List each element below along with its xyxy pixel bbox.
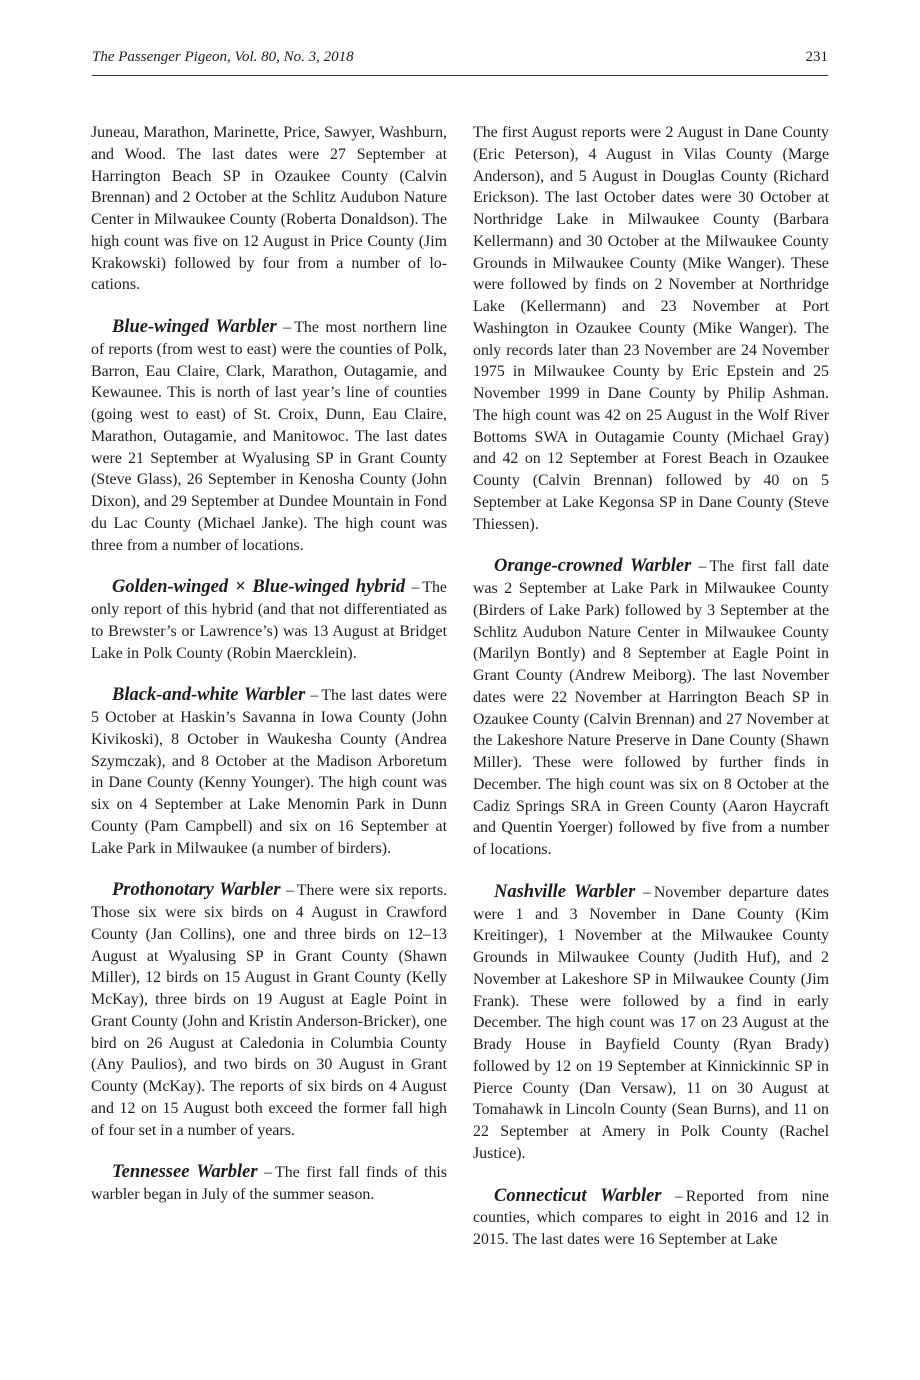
species-account-golden-blue-hybrid — [91, 577, 447, 664]
species-name: Prothonotary Warbler — [112, 880, 281, 901]
paragraph-text: The first August reports were 2 August in Dane County (Eric Peterson), 4 August in Vilas County (Marge Anderson), and 5 August in Douglas County (Richard Erickson). The last October dates were 30 October at Northridge Lake in Milwaukee County (Barbara Kellermann) and 30 October at the Milwaukee County Grounds in Milwaukee County (Mike Wanger). These were followed by finds on 2 November at Northridge Lake (Kellermann) and 23 November at Port Washington in Ozaukee County (Mike Wanger). The only records later than 23 November are 24 November 1975 in Milwaukee County by Eric Epstein and 25 November 1999 in Dane County by Philip Ashman. The high count was 42 on 25 August in the Wolf River Bottoms SWA in Outagamie County (Michael Gray) and 42 on 12 September at Forest Beach in Ozaukee County (Calvin Brennan) followed by 40 on 5 September at Lake Kegonsa SP in Dane County (Steve Thiessen). — [473, 124, 829, 533]
paragraph-text: Reported from nine counties, which compares to eight in 2016 and 12 in 2015. The last dates were 16 September at Lake — [473, 1187, 829, 1248]
continued-paragraph — [91, 122, 447, 296]
species-dash: – — [310, 687, 319, 705]
species-dash: – — [411, 579, 420, 597]
page-number: 231 — [805, 49, 828, 65]
species-name: Tennessee Warbler — [112, 1162, 258, 1183]
species-dash: – — [674, 1187, 683, 1205]
species-account-blue-winged-warbler — [91, 317, 447, 556]
species-dash: – — [283, 319, 292, 336]
species-name: Black-and-white Warbler — [112, 685, 306, 706]
species-name: Orange-crowned Warbler — [494, 556, 692, 577]
species-account-nashville-warbler — [473, 882, 829, 1165]
species-name: Golden-winged × Blue-winged hybrid — [112, 577, 406, 598]
species-name: Blue-winged Warbler — [112, 317, 277, 337]
paragraph-text: The first fall finds of this warbler began in July of the summer season. — [91, 1164, 447, 1203]
species-account-connecticut-warbler — [473, 1186, 829, 1251]
paragraph-text: November departure dates were 1 and 3 November in Dane County (Kim Kreitinger), 1 November at the Milwaukee County Grounds in Milwaukee County (Judith Huf), and 2 November at Lakeshore SP in Milwaukee County (Jim Frank). These were followed by a find in early December. The high count was 17 on 23 August at the Brady House in Bayfield County (Ryan Brady) followed by 12 on 19 September at Kinnickinnic SP in Pierce County (Dan Versaw), 11 on 30 August at Tomahawk in Lincoln County (Sean Burns), and 11 on 22 September at Amery in Polk County (Rachel Justice). — [473, 883, 829, 1162]
species-account-prothonotary-warbler — [91, 880, 447, 1141]
paragraph-text: The only report of this hybrid (and that not differentiated as to Brewster’s or Lawrence’s) was 13 August at Bridget Lake in Polk County (Robin Maercklein). — [91, 579, 447, 662]
paragraph-text: The last dates were 5 October at Haskin’s Savanna in Iowa County (John Kivikoski), 8 October in Waukesha County (Andrea Szymczak), and 8 October at the Madison Arboretum in Dane County (Kenny Younger). The high count was six on 4 September at Lake Menomin Park in Dunn County (Pam Campbell) and six on 16 September at Lake Park in Milwaukee (a number of birders). — [91, 687, 447, 857]
paragraph-text: The most northern line of reports (from west to east) were the counties of Polk, Barron, Eau Claire, Clark, Marathon, Outagamie, and Kewaunee. This is north of last year’s line of counties (going west to east) of St. Croix, Dunn, Eau Claire, Marathon, Outagamie, and Manitowoc. The last dates were 21 September at Wyalusing SP in Grant County (Steve Glass), 26 September in Kenosha County (John Dixon), and 29 September at Dundee Mountain in Fond du Lac County (Michael Janke). The high count was three from a number of locations. — [91, 319, 447, 554]
paragraph-text: There were six reports. Those six were six birds on 4 August in Crawford County (Jan Collins), one and three birds on 12–13 August at Wyalusing SP in Grant County (Shawn Miller), 12 birds on 15 August in Grant County (Kelly McKay), three birds on 19 August at Eagle Point in Grant County (John and Kristin Anderson-Bricker), one bird on 26 August at Caledonia in Columbia County (Any Paulios), and two birds on 30 August in Grant County (McKay). The reports of six birds on 4 August and 12 on 15 August both exceed the former fall high of four set in a number of years. — [91, 882, 447, 1139]
paragraph-text: Juneau, Marathon, Marinette, Price, Sawyer, Washburn, and Wood. The last dates were 27 September at Harrington Beach SP in Ozaukee County (Calvin Brennan) and 2 October at the Schlitz Audubon Nature Center in Milwaukee County (Roberta Donaldson). The high count was five on 12 August in Price County (Jim Krakowski) followed by four from a number of locations. — [91, 124, 447, 294]
species-account-black-and-white-warbler — [91, 685, 447, 859]
running-header — [92, 49, 828, 76]
species-account-tennessee-warbler — [91, 1162, 447, 1206]
species-name: Connecticut Warbler — [494, 1185, 662, 1206]
species-dash: – — [642, 883, 651, 901]
right-column — [473, 122, 829, 1272]
journal-citation: The Passenger Pigeon, Vol. 80, No. 3, 2018 — [92, 49, 354, 65]
species-account-orange-crowned-warbler — [473, 556, 829, 861]
species-name: Nashville Warbler — [494, 881, 636, 902]
species-dash: – — [264, 1164, 273, 1182]
left-column — [91, 122, 447, 1227]
species-dash: – — [698, 558, 707, 576]
continued-paragraph — [473, 122, 829, 535]
paragraph-text: The first fall date was 2 September at Lake Park in Milwaukee County (Birders of Lake Park) followed by 3 September at the Schlitz Audubon Nature Center in Milwaukee County (Marilyn Bontly) and 8 September at Eagle Point in Grant County (Andrew Meiborg). The last November dates were 22 November at Harrington Beach SP in Ozaukee County (Calvin Brennan) and 27 November at the Lakeshore Nature Preserve in Dane County (Shawn Miller). These were followed by further finds in December. The high count was six on 8 October at the Cadiz Springs SRA in Green County (Aaron Haycraft and Quentin Yoerger) followed by five from a number of locations. — [473, 558, 829, 858]
species-dash: – — [285, 882, 294, 900]
